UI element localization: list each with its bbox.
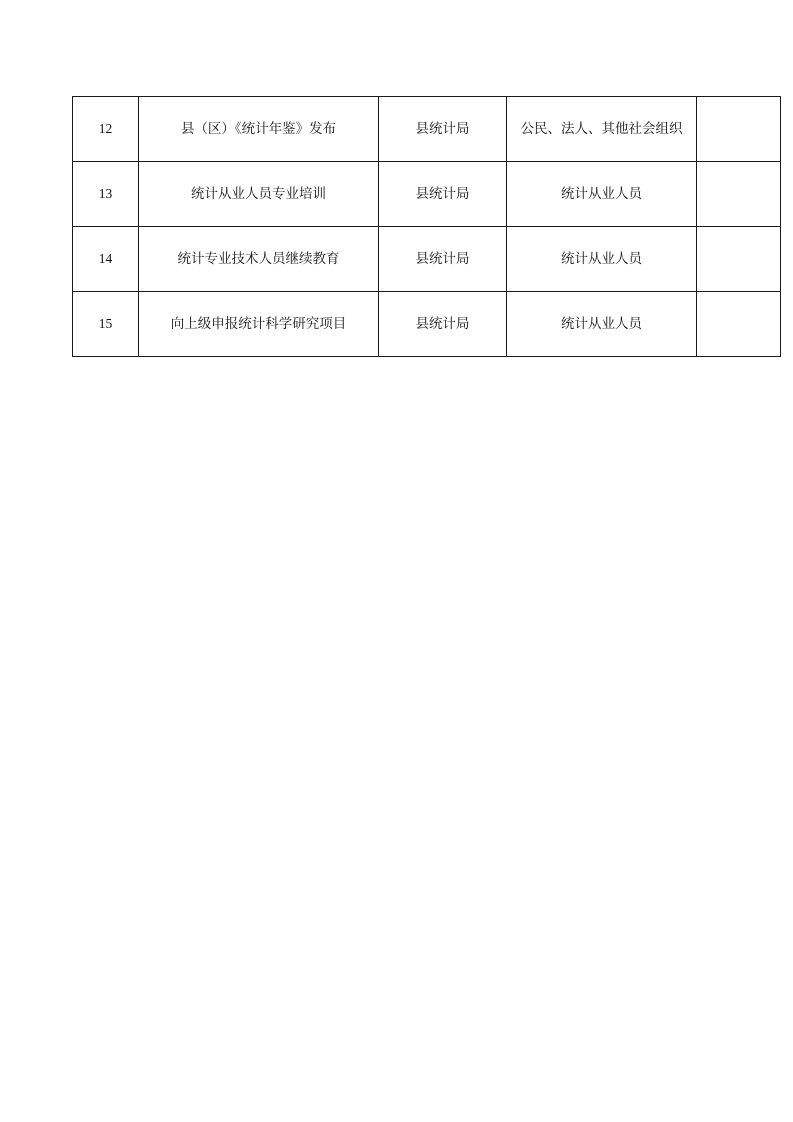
row-number: 12 xyxy=(73,97,139,162)
service-item-name: 县（区）《统计年鉴》发布 xyxy=(139,97,379,162)
remark-cell xyxy=(697,227,781,292)
service-item-name: 统计从业人员专业培训 xyxy=(139,162,379,227)
service-items-table xyxy=(72,96,781,357)
table-row xyxy=(73,162,781,227)
row-number: 15 xyxy=(73,292,139,357)
table-row xyxy=(73,227,781,292)
service-item-name: 向上级申报统计科学研究项目 xyxy=(139,292,379,357)
service-target: 公民、法人、其他社会组织 xyxy=(507,97,697,162)
responsible-department: 县统计局 xyxy=(379,97,507,162)
remark-cell xyxy=(697,162,781,227)
responsible-department: 县统计局 xyxy=(379,162,507,227)
responsible-department: 县统计局 xyxy=(379,227,507,292)
service-target: 统计从业人员 xyxy=(507,227,697,292)
row-number: 14 xyxy=(73,227,139,292)
remark-cell xyxy=(697,292,781,357)
remark-cell xyxy=(697,97,781,162)
table-row xyxy=(73,97,781,162)
table-row xyxy=(73,292,781,357)
responsible-department: 县统计局 xyxy=(379,292,507,357)
service-target: 统计从业人员 xyxy=(507,292,697,357)
service-target: 统计从业人员 xyxy=(507,162,697,227)
service-item-name: 统计专业技术人员继续教育 xyxy=(139,227,379,292)
row-number: 13 xyxy=(73,162,139,227)
